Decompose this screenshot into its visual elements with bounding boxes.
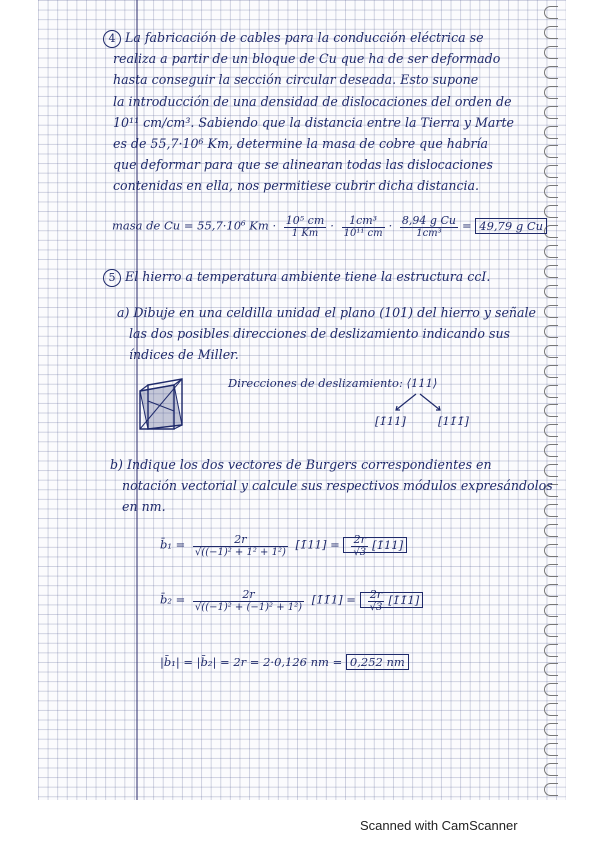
result-box: 49,79 g Cu [475, 218, 547, 234]
scanner-watermark: Scanned with CamScanner [360, 818, 518, 833]
problem-number: 5 [103, 269, 121, 287]
problem-number: 4 [103, 30, 121, 48]
direction-1: [1̄11] [375, 414, 406, 428]
direction-2: [11̄1̄] [438, 414, 469, 428]
spiral-binding [544, 6, 562, 796]
burgers-modulus: |b̄₁| = |b̄₂| = 2r = 2·0,126 nm = 0,252 nm [160, 655, 409, 669]
part-b-text: b) Indique los dos vectores de Burgers correspondientes en notación vectorial y calcule sus respectivos módulos expresándolos en nm. [110, 457, 553, 515]
burgers-vector-1: b̄₁ = $\frac{2r}{\text{√((−1)² + 1² + 1²)}}$ [1̄11] = $\frac{2r}{√3}$ [1̄11] [160, 533, 407, 558]
mass-calculation: masa de Cu = 55,7·10⁶ Km · $\frac{\text{10⁵ cm}}{1 Km}$ · $\frac{\text{1cm³}}{\text{10¹¹ cm}}$ · $\frac{\text{8,94 g Cu}}{\text{1cm³}}$ = 49,79 g Cu [112, 214, 547, 239]
burgers-vector-2: b̄₂ = $\frac{2r}{\text{√((−1)² + (−1)² + 1²)}}$ [1̄1̄1] = $\frac{2r}{√3}$ [1̄1̄1] [160, 588, 423, 613]
part-a-text: a) Dibuje en una celdilla unidad el plano (101) del hierro y señale las dos posibles direcciones de deslizamiento indicando sus índices de Miller. [117, 305, 537, 363]
result-box: $\frac{2r}{√3}$ [1̄11] [343, 537, 407, 553]
unit-cell-drawing [138, 371, 188, 431]
result-box: 0,252 nm [346, 654, 409, 670]
direction-arrows [388, 392, 448, 414]
problem-4-text: 4 La fabricación de cables para la conducción eléctrica se realiza a partir de un bloque de Cu que ha de ser deformado hasta conseguir la sección circular deseada. Esto supone la introducción de una densidad de dislocaciones del orden de 10¹¹ cm/cm³. Sabiendo que la distancia entre la Tierra y Marte es de 55,7·10⁶ Km, determine la masa de cobre que habría que deformar para que se alinearan todas las dislocaciones contenidas en ella, nos permitiese cubrir dicha distancia. [103, 27, 514, 197]
slip-directions-label: Direcciones de deslizamiento: ⟨111⟩ [228, 376, 438, 390]
problem-5-title: 5 El hierro a temperatura ambiente tiene la estructura ccI. [103, 266, 490, 287]
result-box: $\frac{2r}{√3}$ [1̄1̄1] [360, 592, 424, 608]
